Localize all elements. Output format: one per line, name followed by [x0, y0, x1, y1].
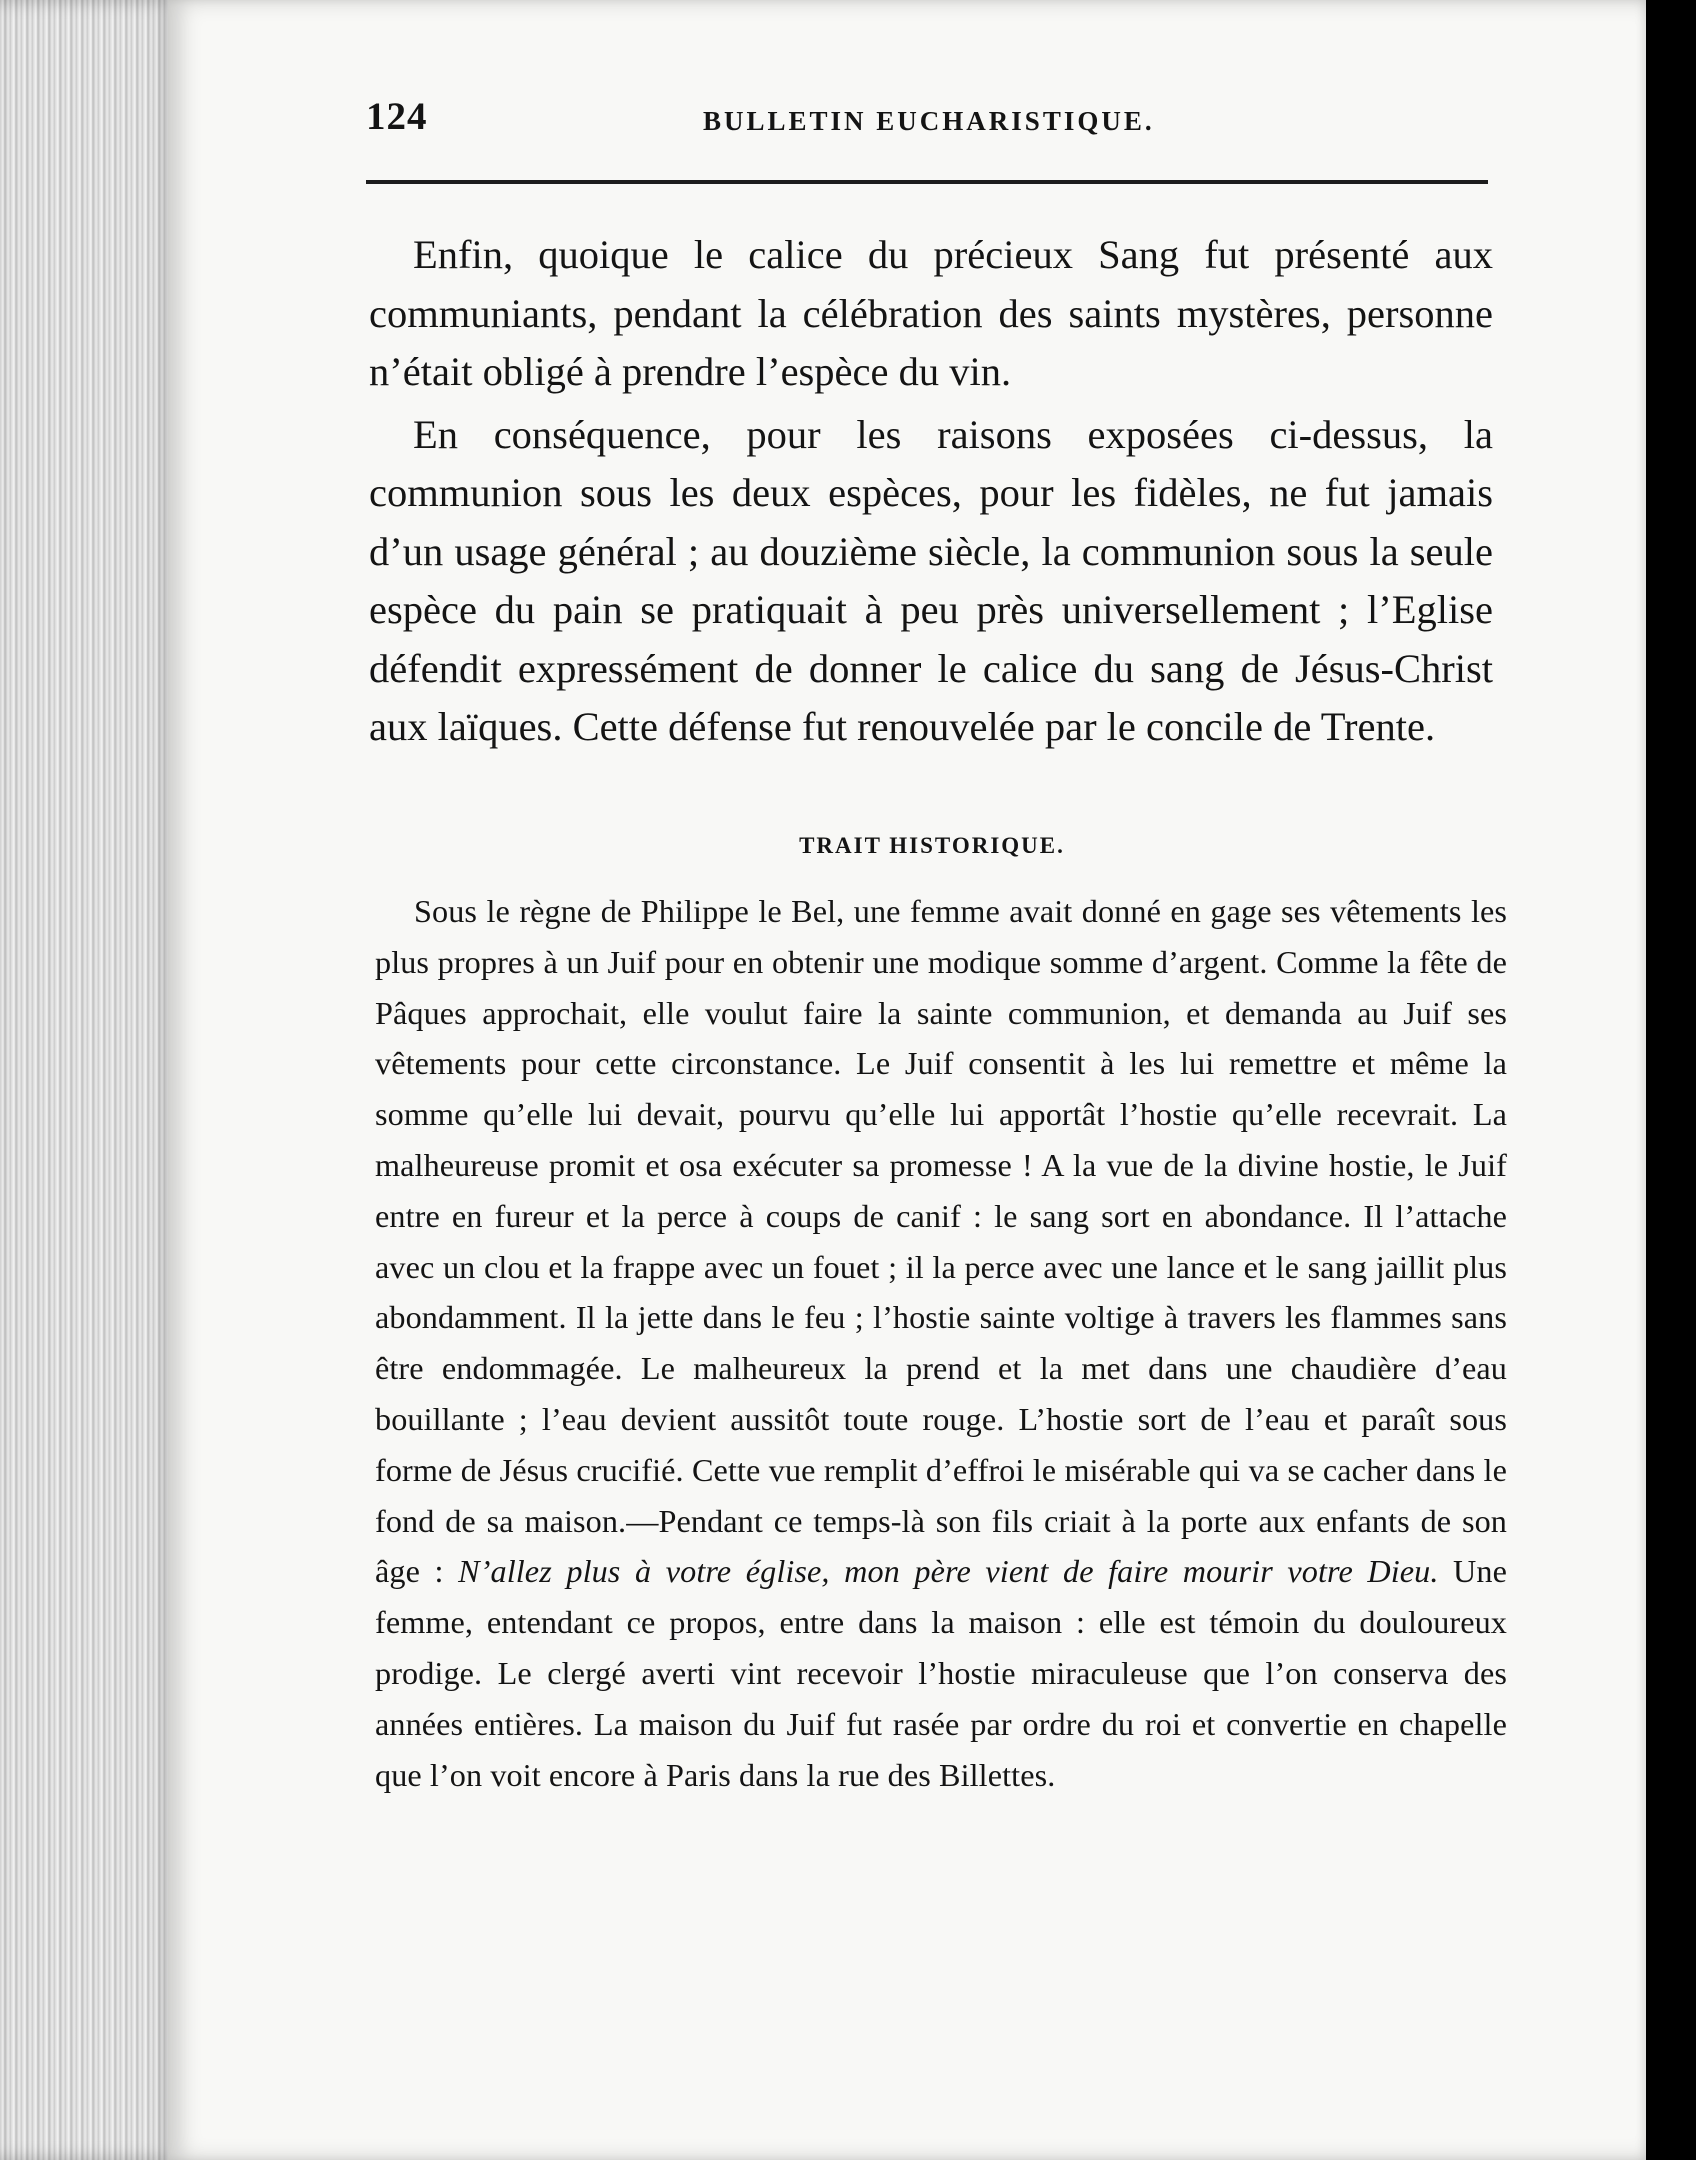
page-number: 124: [366, 95, 428, 138]
section-title: TRAIT HISTORIQUE.: [799, 833, 1065, 858]
running-header: [366, 94, 1490, 154]
story-text-part-2: Une femme, entendant ce propos, entre dans la maison : elle est témoin du douloureux prodige. Le clergé averti vint recevoir l’hostie miraculeuse que l’on conserva des années entières. La maison du Juif fut rasée par ordre du roi et convertie en chapelle que l’on voit encore à Paris dans la rue des Billettes.: [375, 1553, 1507, 1793]
story-text-part-1: Sous le règne de Philippe le Bel, une femme avait donné en gage ses vêtements les plus propres à un Juif pour en obtenir une modique somme d’argent. Comme la fête de Pâques approchait, elle voulut faire la sainte communion, et demanda au Juif ses vêtements pour cette circonstance. Le Juif consentit à les lui remettre et même la somme qu’elle lui devait, pourvu qu’elle lui apportât l’hostie qu’elle recevrait. La malheureuse promit et osa exécuter sa promesse ! A la vue de la divine hostie, le Juif entre en fureur et la perce à coups de canif : le sang sort en abondance. Il l’attache avec un clou et la frappe avec un fouet ; il la perce avec une lance et le sang jaillit plus abondamment. Il la jette dans le feu ; l’hostie sainte voltige à travers les flammes sans être endommagée. Le malheureux la prend et la met dans une chaudière d’eau bouillante ; l’eau devient aussitôt toute rouge. L’hostie sort de l’eau et paraît sous forme de Jésus crucifié. Cette vue remplit d’effroi le misérable qui va se cacher dans le fond de sa maison.—Pendant ce temps-là son fils criait à la porte aux enfants de son âge :: [375, 893, 1507, 1590]
historical-story: [375, 886, 1507, 1800]
paragraph-chalice: Enfin, quoique le calice du précieux Sang fut présenté aux communiants, pendant la célébration des saints mystères, personne n’était obligé à prendre l’espèce du vin.: [369, 232, 1493, 394]
main-text: [369, 226, 1493, 757]
story-paragraph: [375, 886, 1507, 1800]
header-rule: [366, 180, 1488, 184]
italic-quote: N’allez plus à votre église, mon père vient de faire mourir votre Dieu.: [458, 1553, 1439, 1590]
scan-right-border: [1646, 0, 1696, 2160]
book-page-edges: [0, 0, 175, 2160]
paragraph-communion: En conséquence, pour les raisons exposées ci-dessus, la communion sous les deux espèces, pour les fidèles, ne fut jamais d’un usage général ; au douzième siècle, la communion sous la seule espèce du pain se pratiquait à peu près universellement ; l’Eglise défendit expressément de donner le calice du sang de Jésus-Christ aux laïques. Cette défense fut renouvelée par le concile de Trente.: [369, 411, 1493, 749]
journal-title: BULLETIN EUCHARISTIQUE.: [703, 106, 1155, 136]
